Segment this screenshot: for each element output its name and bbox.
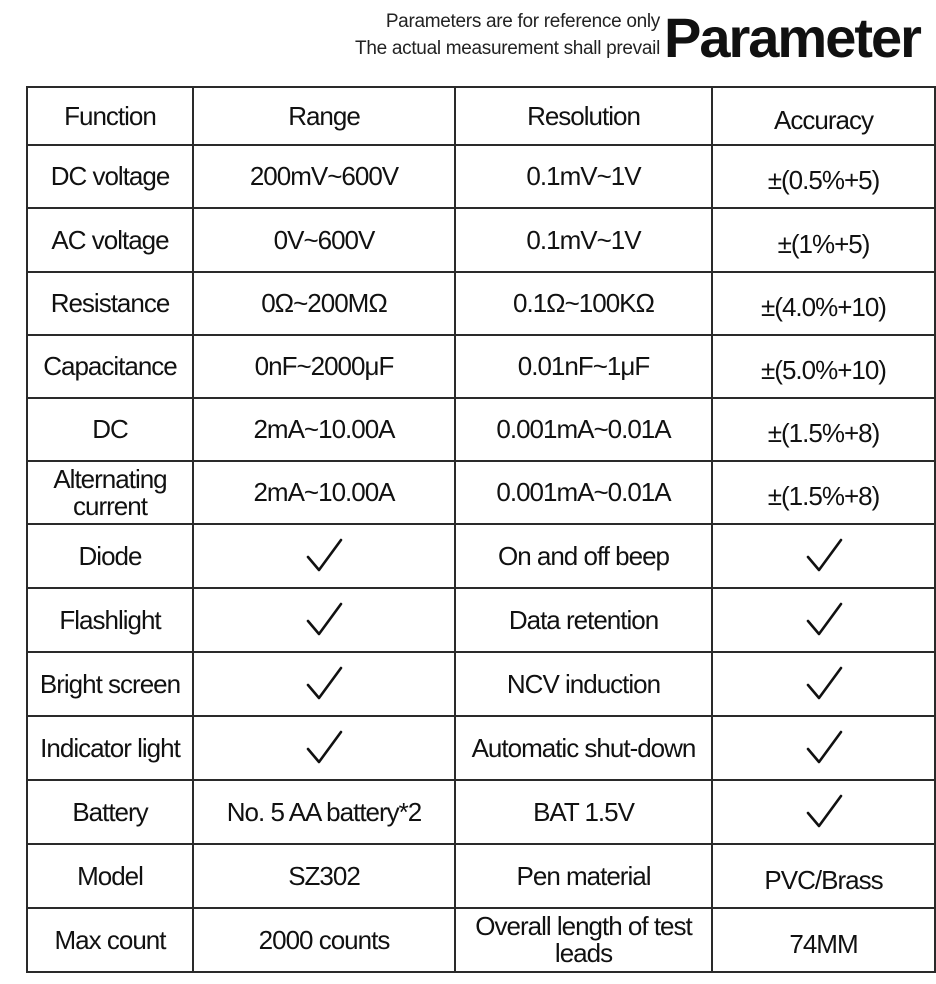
disclaimer-line-2: The actual measurement shall prevail bbox=[355, 38, 660, 59]
accuracy-cell: ±(4.0%+10) bbox=[712, 272, 935, 335]
feature-label: Indicator light bbox=[27, 716, 193, 780]
accuracy-cell: ±(0.5%+5) bbox=[712, 145, 935, 208]
accuracy-cell: ±(5.0%+10) bbox=[712, 335, 935, 398]
model-label: Model bbox=[27, 844, 193, 908]
feature-label: Bright screen bbox=[27, 652, 193, 716]
header-accuracy: Accuracy bbox=[712, 87, 935, 145]
page-header bbox=[0, 0, 936, 86]
check-mark-icon bbox=[304, 537, 344, 575]
parameter-table bbox=[26, 86, 936, 973]
table-header-row bbox=[27, 87, 935, 145]
battery-value: No. 5 AA battery*2 bbox=[193, 780, 455, 844]
feature-check-cell bbox=[712, 716, 935, 780]
accuracy-cell: ±(1.5%+8) bbox=[712, 461, 935, 524]
max-count-label: Max count bbox=[27, 908, 193, 972]
check-mark-icon bbox=[804, 601, 844, 639]
feature-check-cell bbox=[712, 524, 935, 588]
feature-check-cell bbox=[193, 716, 455, 780]
disclaimer-line-1: Parameters are for reference only bbox=[385, 11, 660, 32]
feature-row bbox=[27, 716, 935, 780]
resolution-cell: 0.1mV~1V bbox=[455, 208, 712, 272]
pen-material-value: PVC/Brass bbox=[712, 844, 935, 908]
page-title: Parameter bbox=[664, 6, 920, 69]
feature-check-cell bbox=[193, 588, 455, 652]
table-row bbox=[27, 145, 935, 208]
check-mark-icon bbox=[804, 537, 844, 575]
function-cell: Capacitance bbox=[27, 335, 193, 398]
resolution-cell: 0.1Ω~100KΩ bbox=[455, 272, 712, 335]
lead-length-label: Overall length of test leads bbox=[455, 908, 712, 972]
function-cell: Alternating current bbox=[27, 461, 193, 524]
lead-length-value: 74MM bbox=[712, 908, 935, 972]
battery-voltage: BAT 1.5V bbox=[455, 780, 712, 844]
check-mark-icon bbox=[304, 601, 344, 639]
feature-check-cell bbox=[712, 652, 935, 716]
check-mark-icon bbox=[304, 729, 344, 767]
check-mark-icon bbox=[804, 793, 844, 831]
model-row bbox=[27, 844, 935, 908]
feature-label: Data retention bbox=[455, 588, 712, 652]
model-value: SZ302 bbox=[193, 844, 455, 908]
resolution-cell: 0.001mA~0.01A bbox=[455, 398, 712, 461]
max-count-value: 2000 counts bbox=[193, 908, 455, 972]
pen-material-label: Pen material bbox=[455, 844, 712, 908]
resolution-cell: 0.1mV~1V bbox=[455, 145, 712, 208]
table-row bbox=[27, 335, 935, 398]
feature-check-cell bbox=[712, 588, 935, 652]
resolution-cell: 0.01nF~1μF bbox=[455, 335, 712, 398]
battery-check-cell bbox=[712, 780, 935, 844]
function-cell: DC voltage bbox=[27, 145, 193, 208]
battery-row bbox=[27, 780, 935, 844]
table-row bbox=[27, 461, 935, 524]
accuracy-cell: ±(1%+5) bbox=[712, 208, 935, 272]
accuracy-cell: ±(1.5%+8) bbox=[712, 398, 935, 461]
check-mark-icon bbox=[304, 665, 344, 703]
feature-check-cell bbox=[193, 524, 455, 588]
max-count-row bbox=[27, 908, 935, 972]
feature-row bbox=[27, 524, 935, 588]
range-cell: 0nF~2000μF bbox=[193, 335, 455, 398]
header-range: Range bbox=[193, 87, 455, 145]
range-cell: 2mA~10.00A bbox=[193, 461, 455, 524]
table-row bbox=[27, 398, 935, 461]
check-mark-icon bbox=[804, 729, 844, 767]
battery-label: Battery bbox=[27, 780, 193, 844]
feature-label: Flashlight bbox=[27, 588, 193, 652]
feature-label: NCV induction bbox=[455, 652, 712, 716]
resolution-cell: 0.001mA~0.01A bbox=[455, 461, 712, 524]
table-row bbox=[27, 272, 935, 335]
function-cell: Resistance bbox=[27, 272, 193, 335]
feature-row bbox=[27, 588, 935, 652]
range-cell: 200mV~600V bbox=[193, 145, 455, 208]
feature-label: On and off beep bbox=[455, 524, 712, 588]
feature-label: Automatic shut-down bbox=[455, 716, 712, 780]
header-resolution: Resolution bbox=[455, 87, 712, 145]
range-cell: 0V~600V bbox=[193, 208, 455, 272]
feature-label: Diode bbox=[27, 524, 193, 588]
header-function: Function bbox=[27, 87, 193, 145]
feature-check-cell bbox=[193, 652, 455, 716]
check-mark-icon bbox=[804, 665, 844, 703]
table-row bbox=[27, 208, 935, 272]
function-cell: DC bbox=[27, 398, 193, 461]
feature-row bbox=[27, 652, 935, 716]
range-cell: 2mA~10.00A bbox=[193, 398, 455, 461]
function-cell: AC voltage bbox=[27, 208, 193, 272]
range-cell: 0Ω~200MΩ bbox=[193, 272, 455, 335]
